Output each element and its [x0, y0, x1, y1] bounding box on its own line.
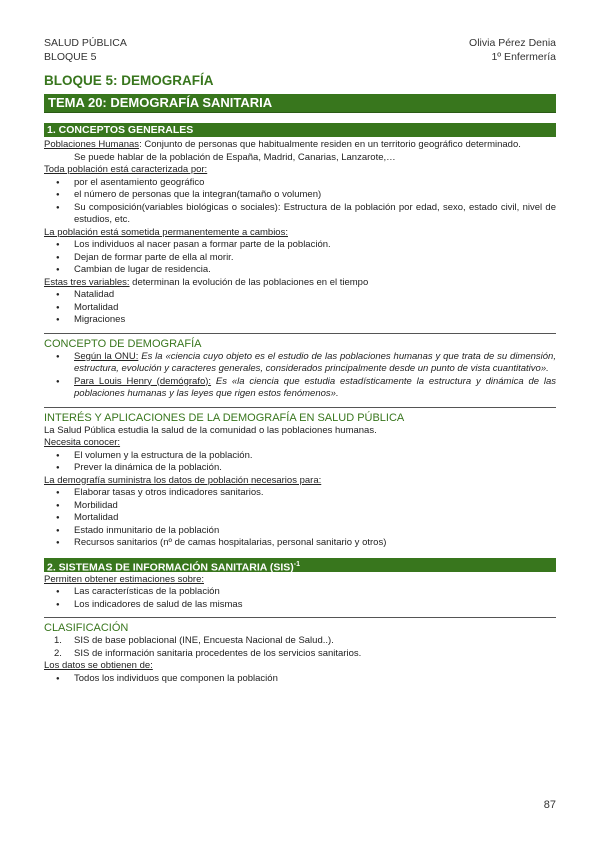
header-block: BLOQUE 5	[44, 51, 97, 63]
section-sistemas-informacion	[44, 558, 556, 572]
list-number: 2.	[54, 647, 62, 659]
clasificacion-list	[44, 635, 556, 660]
page-number: 87	[543, 799, 556, 811]
poblaciones-definition	[44, 139, 556, 152]
onu-text: Es la «ciencia cuyo objeto es el estudio de las poblaciones humanas y que trata de su dimensión, estructura, evolución y caracteres generales, considerados principalmente desde un punto de vista cuantitativo».	[74, 350, 556, 374]
datos-necesarios-label: La demografía suministra los datos de población necesarios para:	[44, 474, 322, 486]
onu-label: Según la ONU:	[74, 350, 139, 362]
onu-definition	[44, 351, 556, 376]
list-item: ● Elaborar tasas y otros indicadores sanitarios.	[44, 487, 556, 500]
cambios-list	[44, 239, 556, 277]
list-item: ● Recursos sanitarios (nº de camas hospitalarias, personal sanitario y otros)	[44, 537, 556, 550]
conocer-label: Necesita conocer:	[44, 437, 121, 448]
section-sis-sup: -1	[293, 560, 300, 568]
divider	[44, 333, 556, 334]
list-item	[44, 635, 556, 648]
estimaciones-label: Permiten obtener estimaciones sobre:	[44, 573, 204, 585]
poblaciones-def-text: : Conjunto de personas que habitualmente residen en un territorio geográfico determinado.	[139, 139, 521, 150]
interes-title: INTERÉS Y APLICACIONES DE LA DEMOGRAFÍA EN SALUD PÚBLICA	[44, 411, 405, 424]
header-author: Olivia Pérez Denia	[469, 37, 556, 49]
list-item: ● Los individuos al nacer pasan a formar parte de la población.	[44, 239, 556, 252]
henry-text: Es «la ciencia que estudia estadísticamente la estructura y dinámica de las poblaciones humanas y las leyes que rigen estos fenómenos».	[74, 375, 557, 399]
list-item: ● Mortalidad	[44, 302, 556, 315]
list-item: ● El volumen y la estructura de la población.	[44, 450, 556, 463]
list-item: ● el número de personas que la integran(tamaño o volumen)	[44, 189, 556, 202]
caracterizada-list	[44, 177, 556, 227]
list-item	[44, 648, 556, 661]
tema-title: TEMA 20: DEMOGRAFÍA SANITARIA	[44, 94, 556, 113]
variables-line	[44, 277, 556, 290]
interes-intro: La Salud Pública estudia la salud de la comunidad o las poblaciones humanas.	[44, 424, 377, 436]
list-item: ● Natalidad	[44, 289, 556, 302]
list-item: ● Morbilidad	[44, 500, 556, 513]
poblaciones-example: Se puede hablar de la población de España, Madrid, Canarias, Lanzarote,…	[74, 151, 396, 163]
caracterizada-label: Toda población está caracterizada por:	[44, 164, 208, 175]
variables-label: Estas tres variables:	[44, 276, 130, 288]
concepto-demografia-title: CONCEPTO DE DEMOGRAFÍA	[44, 337, 202, 350]
datos-obtienen-label: Los datos se obtienen de:	[44, 660, 153, 671]
list-item: ● Todos los individuos que componen la población	[44, 673, 556, 686]
conocer-list	[44, 450, 556, 475]
henry-definition	[44, 376, 556, 401]
section-conceptos-generales: 1. CONCEPTOS GENERALES	[44, 123, 556, 137]
section-sis-title: 2. SISTEMAS DE INFORMACIÓN SANITARIA (SIS)	[47, 561, 294, 573]
variables-list	[44, 289, 556, 327]
variables-text: determinan la evolución de las poblaciones en el tiempo	[129, 276, 369, 288]
clasificacion-title: CLASIFICACIÓN	[44, 622, 129, 634]
header-course: 1º Enfermería	[491, 51, 556, 63]
bloque-title: BLOQUE 5: DEMOGRAFÍA	[44, 73, 214, 88]
list-item: ● Su composición(variables biológicas o sociales): Estructura de la población por edad, sexo, estado civil, nivel de estudios, etc.	[44, 202, 556, 227]
estimaciones-list	[44, 586, 556, 611]
divider	[44, 407, 556, 408]
list-text: SIS de información sanitaria procedentes de los servicios sanitarios.	[74, 647, 362, 659]
henry-label: Para Louis Henry (demógrafo):	[74, 375, 212, 387]
datos-obtienen-list	[44, 673, 556, 686]
poblaciones-term: Poblaciones Humanas	[44, 139, 140, 150]
cambios-label: La población está sometida permanentemente a cambios:	[44, 226, 288, 238]
list-item: ● Estado inmunitario de la población	[44, 525, 556, 538]
header-left	[44, 36, 127, 64]
header-right	[469, 36, 556, 64]
list-number: 1.	[54, 635, 62, 646]
divider	[44, 617, 556, 618]
main-content	[44, 72, 556, 685]
list-text: SIS de base poblacional (INE, Encuesta Nacional de Salud..).	[74, 635, 334, 646]
list-item: ● por el asentamiento geográfico	[44, 177, 556, 190]
list-item: ● Los indicadores de salud de las mismas	[44, 599, 556, 612]
concepto-list	[44, 351, 556, 401]
list-item: ● Prever la dinámica de la población.	[44, 462, 556, 475]
list-item: ● Migraciones	[44, 314, 556, 327]
datos-necesarios-list	[44, 487, 556, 550]
header-subject: SALUD PÚBLICA	[44, 37, 127, 49]
list-item: ● Dejan de formar parte de ella al morir.	[44, 252, 556, 265]
list-item: ● Mortalidad	[44, 512, 556, 525]
list-item: ● Las características de la población	[44, 586, 556, 599]
list-item: ● Cambian de lugar de residencia.	[44, 264, 556, 277]
